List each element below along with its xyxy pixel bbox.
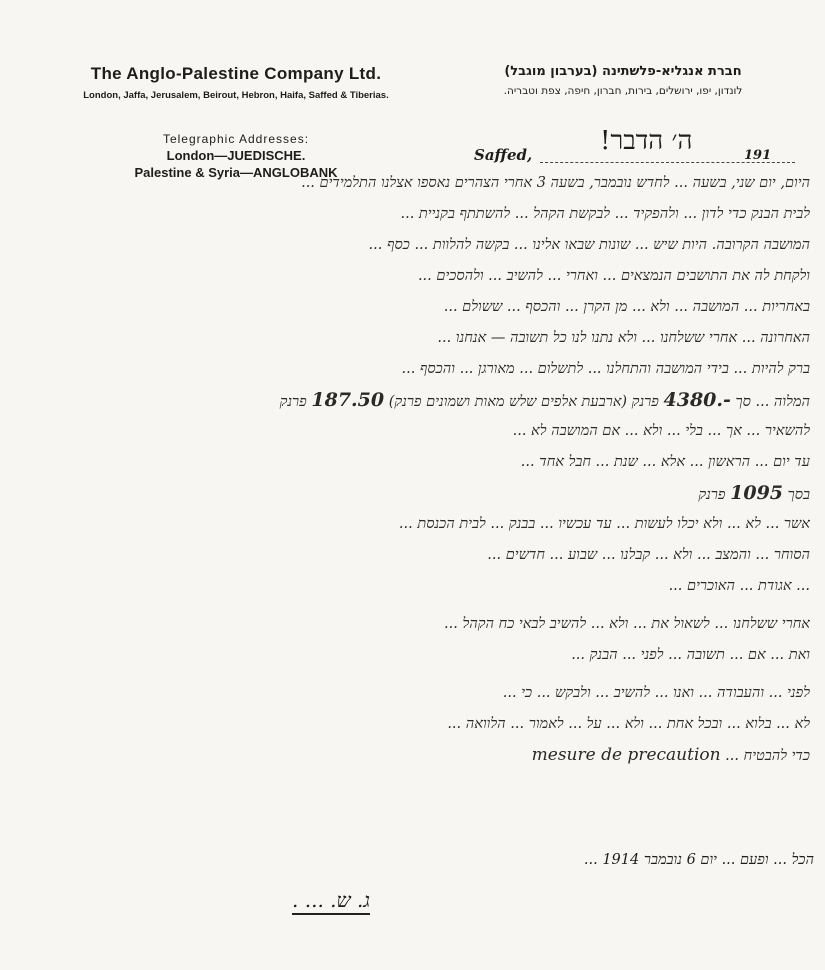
- company-name-hebrew: חברת אנגליא-פלשתינה (בערבון מוגבל): [504, 64, 742, 79]
- body-line: באחריות ... המושבה ... ולא ... מן הקרן ... והכסף ... ששולם ...: [443, 299, 810, 315]
- branch-cities-english: London, Jaffa, Jerusalem, Beirout, Hebron, Haifa, Saffed & Tiberias.: [83, 90, 389, 101]
- body-line: אחרי ששלחנו ... לשאול את ... ולא ... להשיב לבאי כח הקהל ...: [444, 616, 810, 632]
- body-line: לפני ... והעבודה ... ואנו ... להשיב ... ולבקש ... כי ...: [502, 685, 810, 701]
- amount-1095-unit: פרנק: [698, 487, 726, 503]
- amount-4380-words: פרנק (ארבעת אלפים שלש מאות ושמונים פרנק): [388, 394, 659, 410]
- place-handwritten: ה׳ הדבר!: [600, 126, 693, 156]
- hebrew-letterhead: [463, 64, 783, 97]
- body-line: ואת ... אם ... תשובה ... לפני ... הבנק ...: [571, 647, 810, 663]
- telegraphic-london: London—JUEDISCHE.: [166, 148, 306, 163]
- amount-187-50: 187.50: [311, 389, 385, 411]
- amount-1095: 1095: [730, 482, 784, 504]
- body-line: ... אגודת ... האוכרים ...: [668, 578, 810, 594]
- body-line: אשר ... לא ... ולא יכלו לעשות ... עד עכשיו ... בבנק ... לבית הכנסת ...: [398, 516, 810, 532]
- body-line-latin: [40, 740, 810, 771]
- amount-4380: 4380.-: [663, 389, 731, 411]
- body-line: המושבה הקרובה. היות שיש ... שונות שבאו אלינו ... בקשה להלוות ... כסף ...: [368, 237, 810, 253]
- telegraphic-label: Telegraphic Addresses:: [162, 132, 310, 146]
- year-printed: 191: [744, 148, 772, 163]
- body-line: לא ... בלוא ... ובכל אחת ... ולא ... על ... לאמור ... הלוואה ...: [447, 716, 810, 732]
- body-line: היום, יום שני, בשעה ... לחדש נובמבר, בשעה 3 אחרי הצהרים נאספו אצלנו התלמידים ...: [301, 175, 810, 191]
- body-line: המלוה ... סך: [735, 394, 810, 410]
- body-line: כדי להבטיח ...: [720, 748, 810, 764]
- amount-187-50-unit: פרנק: [279, 394, 307, 410]
- letter-body: [40, 168, 810, 771]
- signatures: [50, 888, 370, 915]
- body-line: הסוחר ... והמצב ... ולא ... קבלנו ... שבוע ... חדשים ...: [487, 547, 810, 563]
- latin-phrase: mesure de precaution: [531, 745, 721, 765]
- body-line: עד יום ... הראשון ... אלא ... שנת ... חבל אחד ...: [520, 454, 810, 470]
- branch-cities-hebrew: לונדון, יפו, ירושלים, בירות, חברון, חיפה, צפת וטבריה.: [503, 85, 743, 97]
- telegraphic-palestine: Palestine & Syria—ANGLOBANK: [134, 165, 338, 180]
- body-line: ברק להיות ... בידי המושבה והתחלנו ... לתשלום ... מאורגן ... והכסף ...: [401, 361, 810, 377]
- company-name-english: The Anglo-Palestine Company Ltd.: [90, 64, 382, 83]
- closing-line: הכל ... ופעם ... יום 6 נובמבר 1914 ...: [583, 852, 814, 868]
- english-letterhead: [56, 64, 416, 101]
- body-line: להשאיר ... אך ... בלי ... ולא ... אם המושבה לא ...: [512, 423, 810, 439]
- signature-text: ג. ש. ... .: [292, 888, 370, 915]
- body-line: האחרונה ... אחרי ששלחנו ... ולא נתנו לנו כל תשובה — אנחנו ...: [437, 330, 810, 346]
- body-line: לבית הבנק כדי לדון ... ולהפקיד ... לבקשת הקהל ... להשתתף בקניית ...: [400, 206, 810, 222]
- body-line: בסך: [787, 487, 810, 503]
- body-line: ולקחת לה את התושבים הנמצאים ... ואחרי ... להשיב ... ולהסכים ...: [417, 268, 810, 284]
- place-printed: Saffed,: [474, 146, 533, 164]
- body-line-amount-1095: [40, 478, 810, 509]
- body-line-amounts: [40, 385, 810, 416]
